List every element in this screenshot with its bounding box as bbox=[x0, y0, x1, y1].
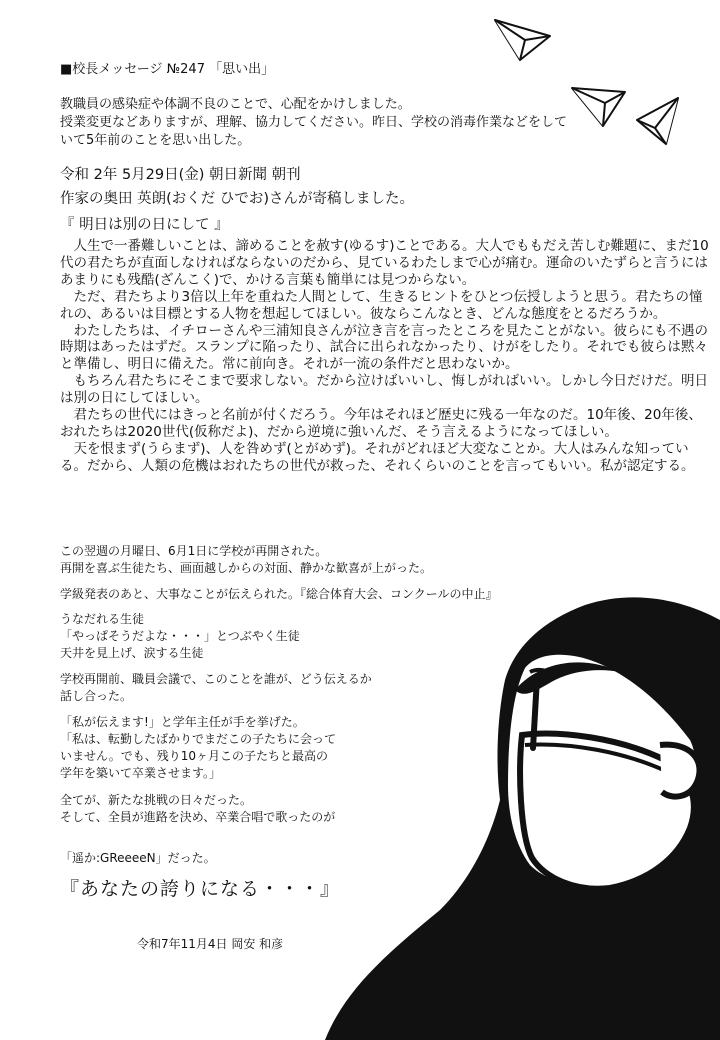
story-line: 学級発表のあと、大事なことが伝えられた。『総合体育大会、コンクールの中止』 bbox=[60, 587, 498, 601]
signature: 令和7年11月4日 岡安 和彦 bbox=[137, 937, 284, 951]
essay-title: 『 明日は別の日にして 』 bbox=[60, 217, 229, 233]
story-line: 再開を喜ぶ生徒たち、画面越しからの対面、静かな歓喜が上がった。 bbox=[60, 561, 433, 575]
essay-paragraph: 天を恨まず(うらまず)、人を咎めず(とがめず)。それがどれほど大変なことか。大人はみんな知っている。だから、人類の危機はおれたちの世代が救った、それくらいのことを言ってもいい。私が認定する。 bbox=[60, 440, 695, 474]
essay-paragraph: 人生で一番難しいことは、諦めることを赦す(ゆるす)ことである。大人でももだえ苦しむ難題に、まだ10代の君たちが直面しなければならないのだから、見ているわたしまで心が痛む。運命のいたずらと言うにはあまりにも残酷(ざんこく)で、かける言葉も簡単には見つからない。 bbox=[60, 238, 709, 288]
story-line: この翌週の月曜日、6月1日に学校が再開された。 bbox=[60, 544, 328, 558]
story-line: そして、全員が進路を決め、卒業合唱で歌ったのが bbox=[60, 810, 336, 824]
source-author: 作家の奥田 英朗(おくだ ひでお)さんが寄稿しました。 bbox=[60, 191, 415, 207]
story-line: いません。でも、残り10ヶ月この子たちと最高の bbox=[60, 749, 328, 763]
story-line: 「やっぱそうだよな・・・」とつぶやく生徒 bbox=[60, 629, 300, 643]
message-title: ■校長メッセージ №247 「思い出」 bbox=[60, 62, 275, 77]
story-line: 学校再開前、職員会議で、このことを誰が、どう伝えるか bbox=[60, 672, 372, 686]
source-date: 令和 2年 5月29日(金) 朝日新聞 朝刊 bbox=[60, 167, 301, 183]
story-line: 「私が伝えます!」と学年主任が手を挙げた。 bbox=[60, 715, 305, 729]
story-line: 全てが、新たな挑戦の日々だった。 bbox=[60, 793, 253, 807]
paper-plane-icon bbox=[637, 98, 678, 144]
intro-line: 授業変更などありますが、理解、協力してください。昨日、学校の消毒作業などをして bbox=[60, 115, 568, 130]
story-line: 「私は、転勤したばかりでまだこの子たちに会って bbox=[60, 732, 337, 746]
story-line: 学年を築いて卒業させます。」 bbox=[60, 766, 222, 780]
essay-paragraph: ただ、君たちより3倍以上年を重ねた人間として、生きるヒントをひとつ伝授しようと思う。君たちの憧れの、あるいは目標とする人物を想起してほしい。彼ならこんなとき、どんな態度をとるだろうか。 bbox=[60, 288, 703, 322]
story-line: 天井を見上げ、涙する生徒 bbox=[60, 646, 204, 660]
big-quote: 『あなたの誇りになる・・・』 bbox=[60, 878, 341, 900]
essay-paragraph: もちろん君たちにそこまで要求しない。だから泣けばいいし、悔しがればいい。しかし今日だけだ。明日は別の日にしてほしい。 bbox=[60, 373, 708, 407]
intro-line: いて5年前のことを思い出した。 bbox=[60, 133, 251, 148]
story-line: 話し合った。 bbox=[60, 689, 133, 703]
essay-body bbox=[60, 238, 710, 475]
paper-plane-icon bbox=[572, 88, 625, 126]
masked-crying-face bbox=[325, 597, 720, 1040]
essay-paragraph: 君たちの世代にはきっと名前が付くだろう。今年はそれほど歴史に残る一年なのだ。10年後、20年後、おれたちは2020世代(仮称だよ)、だから逆境に強いんだ、そう言えるようになってほしい。 bbox=[60, 407, 702, 440]
story-line: うなだれる生徒 bbox=[60, 612, 145, 626]
song-line: 「遥か:GReeeeN」だった。 bbox=[60, 851, 216, 865]
essay-paragraph: わたしたちは、イチローさんや三浦知良さんが泣き言を言ったところを見たことがない。彼らにも不遇の時期はあったはずだ。スランプに陥ったり、試合に出られなかったり、けがをしたり。それでも彼らは黙々と準備し、明日に備えた。常に前向き。それが一流の条件だと思わないか。 bbox=[60, 322, 708, 373]
paper-plane-icon bbox=[495, 20, 550, 60]
intro-line: 教職員の感染症や体調不良のことで、心配をかけしました。 bbox=[60, 97, 411, 112]
